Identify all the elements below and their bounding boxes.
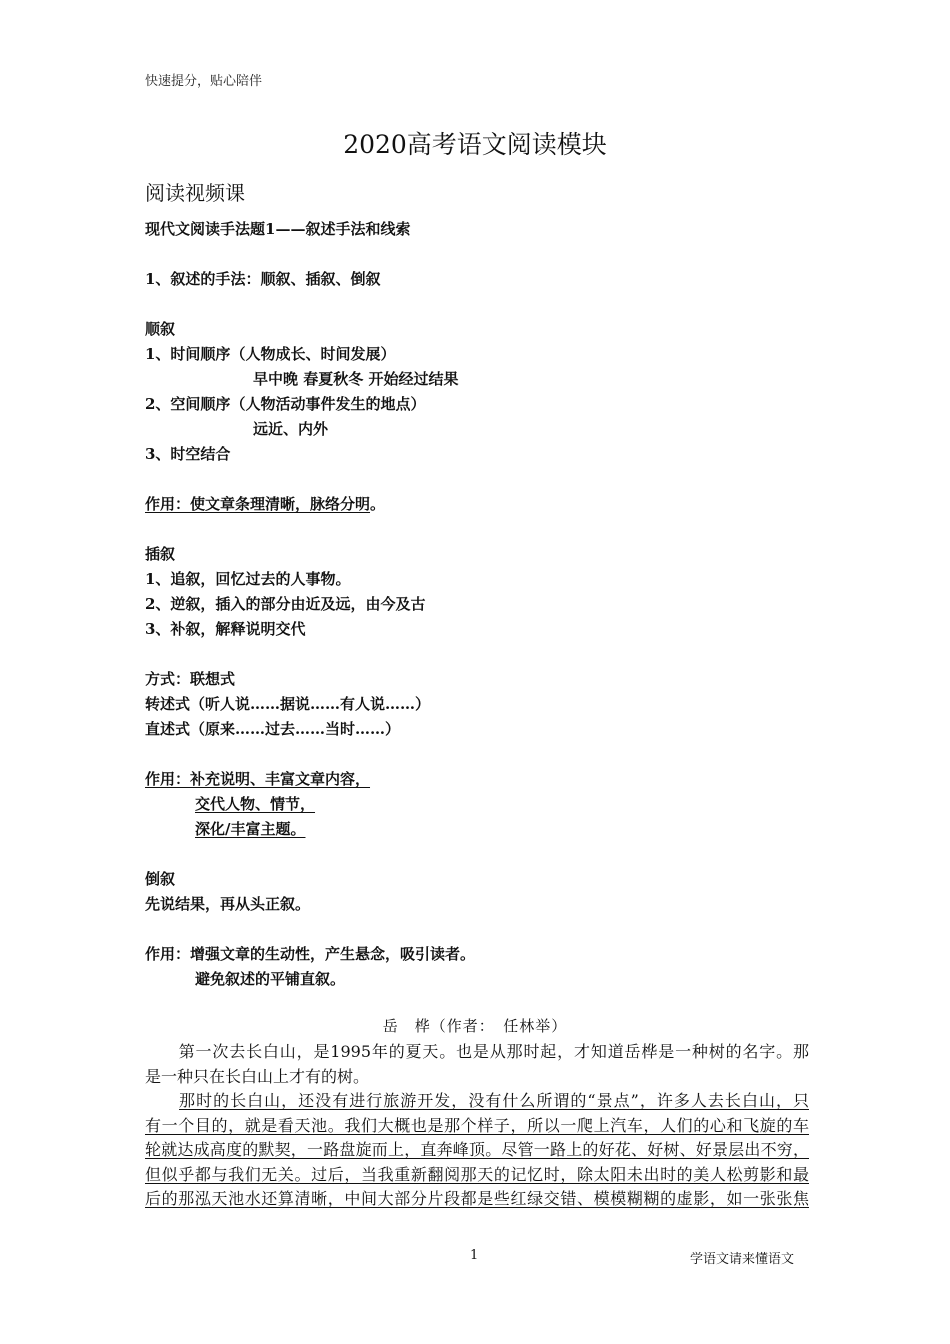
page-subtitle: 阅读视频课 <box>145 181 245 205</box>
article-p2-line-1 <box>145 1089 809 1114</box>
shunxu-effect-text: 作用：使文章条理清晰，脉络分明 <box>145 495 371 513</box>
shunxu-item-1: 1、时间顺序（人物成长、时间发展） <box>145 345 396 363</box>
article-p2-line-2: 有一个目的，就是看天池。我们大概也是那个样子，所以一爬上汽车，人们的心和飞旋的车 <box>145 1115 809 1135</box>
article-p2-line-3: 轮就达成高度的默契，一路盘旋而上，直奔峰顶。尽管一路上的好花、好树、好景层出不穷， <box>145 1140 809 1159</box>
shunxu-heading: 顺叙 <box>145 320 176 338</box>
chaxu-mode-2: 转述式（听人说……据说……有人说……） <box>145 695 431 713</box>
chaxu-effect-1: 作用：补充说明、丰富文章内容， <box>145 770 371 788</box>
header-tagline: 快速提分，贴心陪伴 <box>145 74 263 89</box>
chaxu-effect-2: 交代人物、情节， <box>195 795 316 813</box>
chaxu-mode-3: 直述式（原来……过去……当时……） <box>145 720 401 738</box>
chaxu-item-3: 3、补叙，解释说明交代 <box>145 620 306 638</box>
article-p2-line-5: 后的那泓天池水还算清晰，中间大部分片段都是些红绿交错、模模糊糊的虚影，如一张张焦 <box>145 1189 809 1208</box>
chaxu-mode-1: 方式：联想式 <box>145 670 236 688</box>
shunxu-item-3: 3、时空结合 <box>145 445 231 463</box>
article-p1-line-1: 第一次去长白山，是1995年的夏天。也是从那时起，才知道岳桦是一种树的名字。那 <box>145 1042 809 1061</box>
article-paragraph-2 <box>145 1089 809 1212</box>
chaxu-effect-3: 深化/丰富主题。 <box>195 820 306 838</box>
shunxu-effect-end: 。 <box>370 495 386 513</box>
article-p2-indent <box>145 1091 179 1110</box>
shunxu-item-2-detail: 远近、内外 <box>253 420 329 438</box>
chaxu-item-2: 2、逆叙，插入的部分由近及远，由今及古 <box>145 595 426 613</box>
article-title: 岳 桦（作者： 任林举） <box>382 1017 568 1035</box>
daoxu-heading: 倒叙 <box>145 870 176 888</box>
article-p2-line-1-text: 那时的长白山，还没有进行旅游开发，没有什么所谓的“景点”，许多人去长白山，只 <box>179 1091 809 1110</box>
daoxu-desc: 先说结果，再从头正叙。 <box>145 895 311 913</box>
article-p1-line-2: 是一种只在长白山上才有的树。 <box>145 1066 370 1086</box>
shunxu-item-1-detail: 早中晚 春夏秋冬 开始经过结果 <box>253 370 459 388</box>
shunxu-effect <box>145 493 385 514</box>
article-paragraph-1 <box>145 1040 809 1089</box>
daoxu-effect-1: 作用：增强文章的生动性，产生悬念，吸引读者。 <box>145 945 476 963</box>
page-title: 2020高考语文阅读模块 <box>343 130 607 159</box>
chaxu-heading: 插叙 <box>145 545 176 563</box>
shunxu-item-2: 2、空间顺序（人物活动事件发生的地点） <box>145 395 426 413</box>
daoxu-effect-2: 避免叙述的平铺直叙。 <box>195 970 346 988</box>
section-heading: 现代文阅读手法题1——叙述手法和线索 <box>145 220 411 238</box>
page-number: 1 <box>470 1248 479 1263</box>
chaxu-item-1: 1、追叙，回忆过去的人事物。 <box>145 570 351 588</box>
article-p2-line-4: 但似乎都与我们无关。过后，当我重新翻阅那天的记忆时，除太阳未出时的美人松剪影和最 <box>145 1164 809 1184</box>
footer-text: 学语文请来懂语文 <box>690 1252 795 1267</box>
methods-line: 1、叙述的手法：顺叙、插叙、倒叙 <box>145 270 381 288</box>
